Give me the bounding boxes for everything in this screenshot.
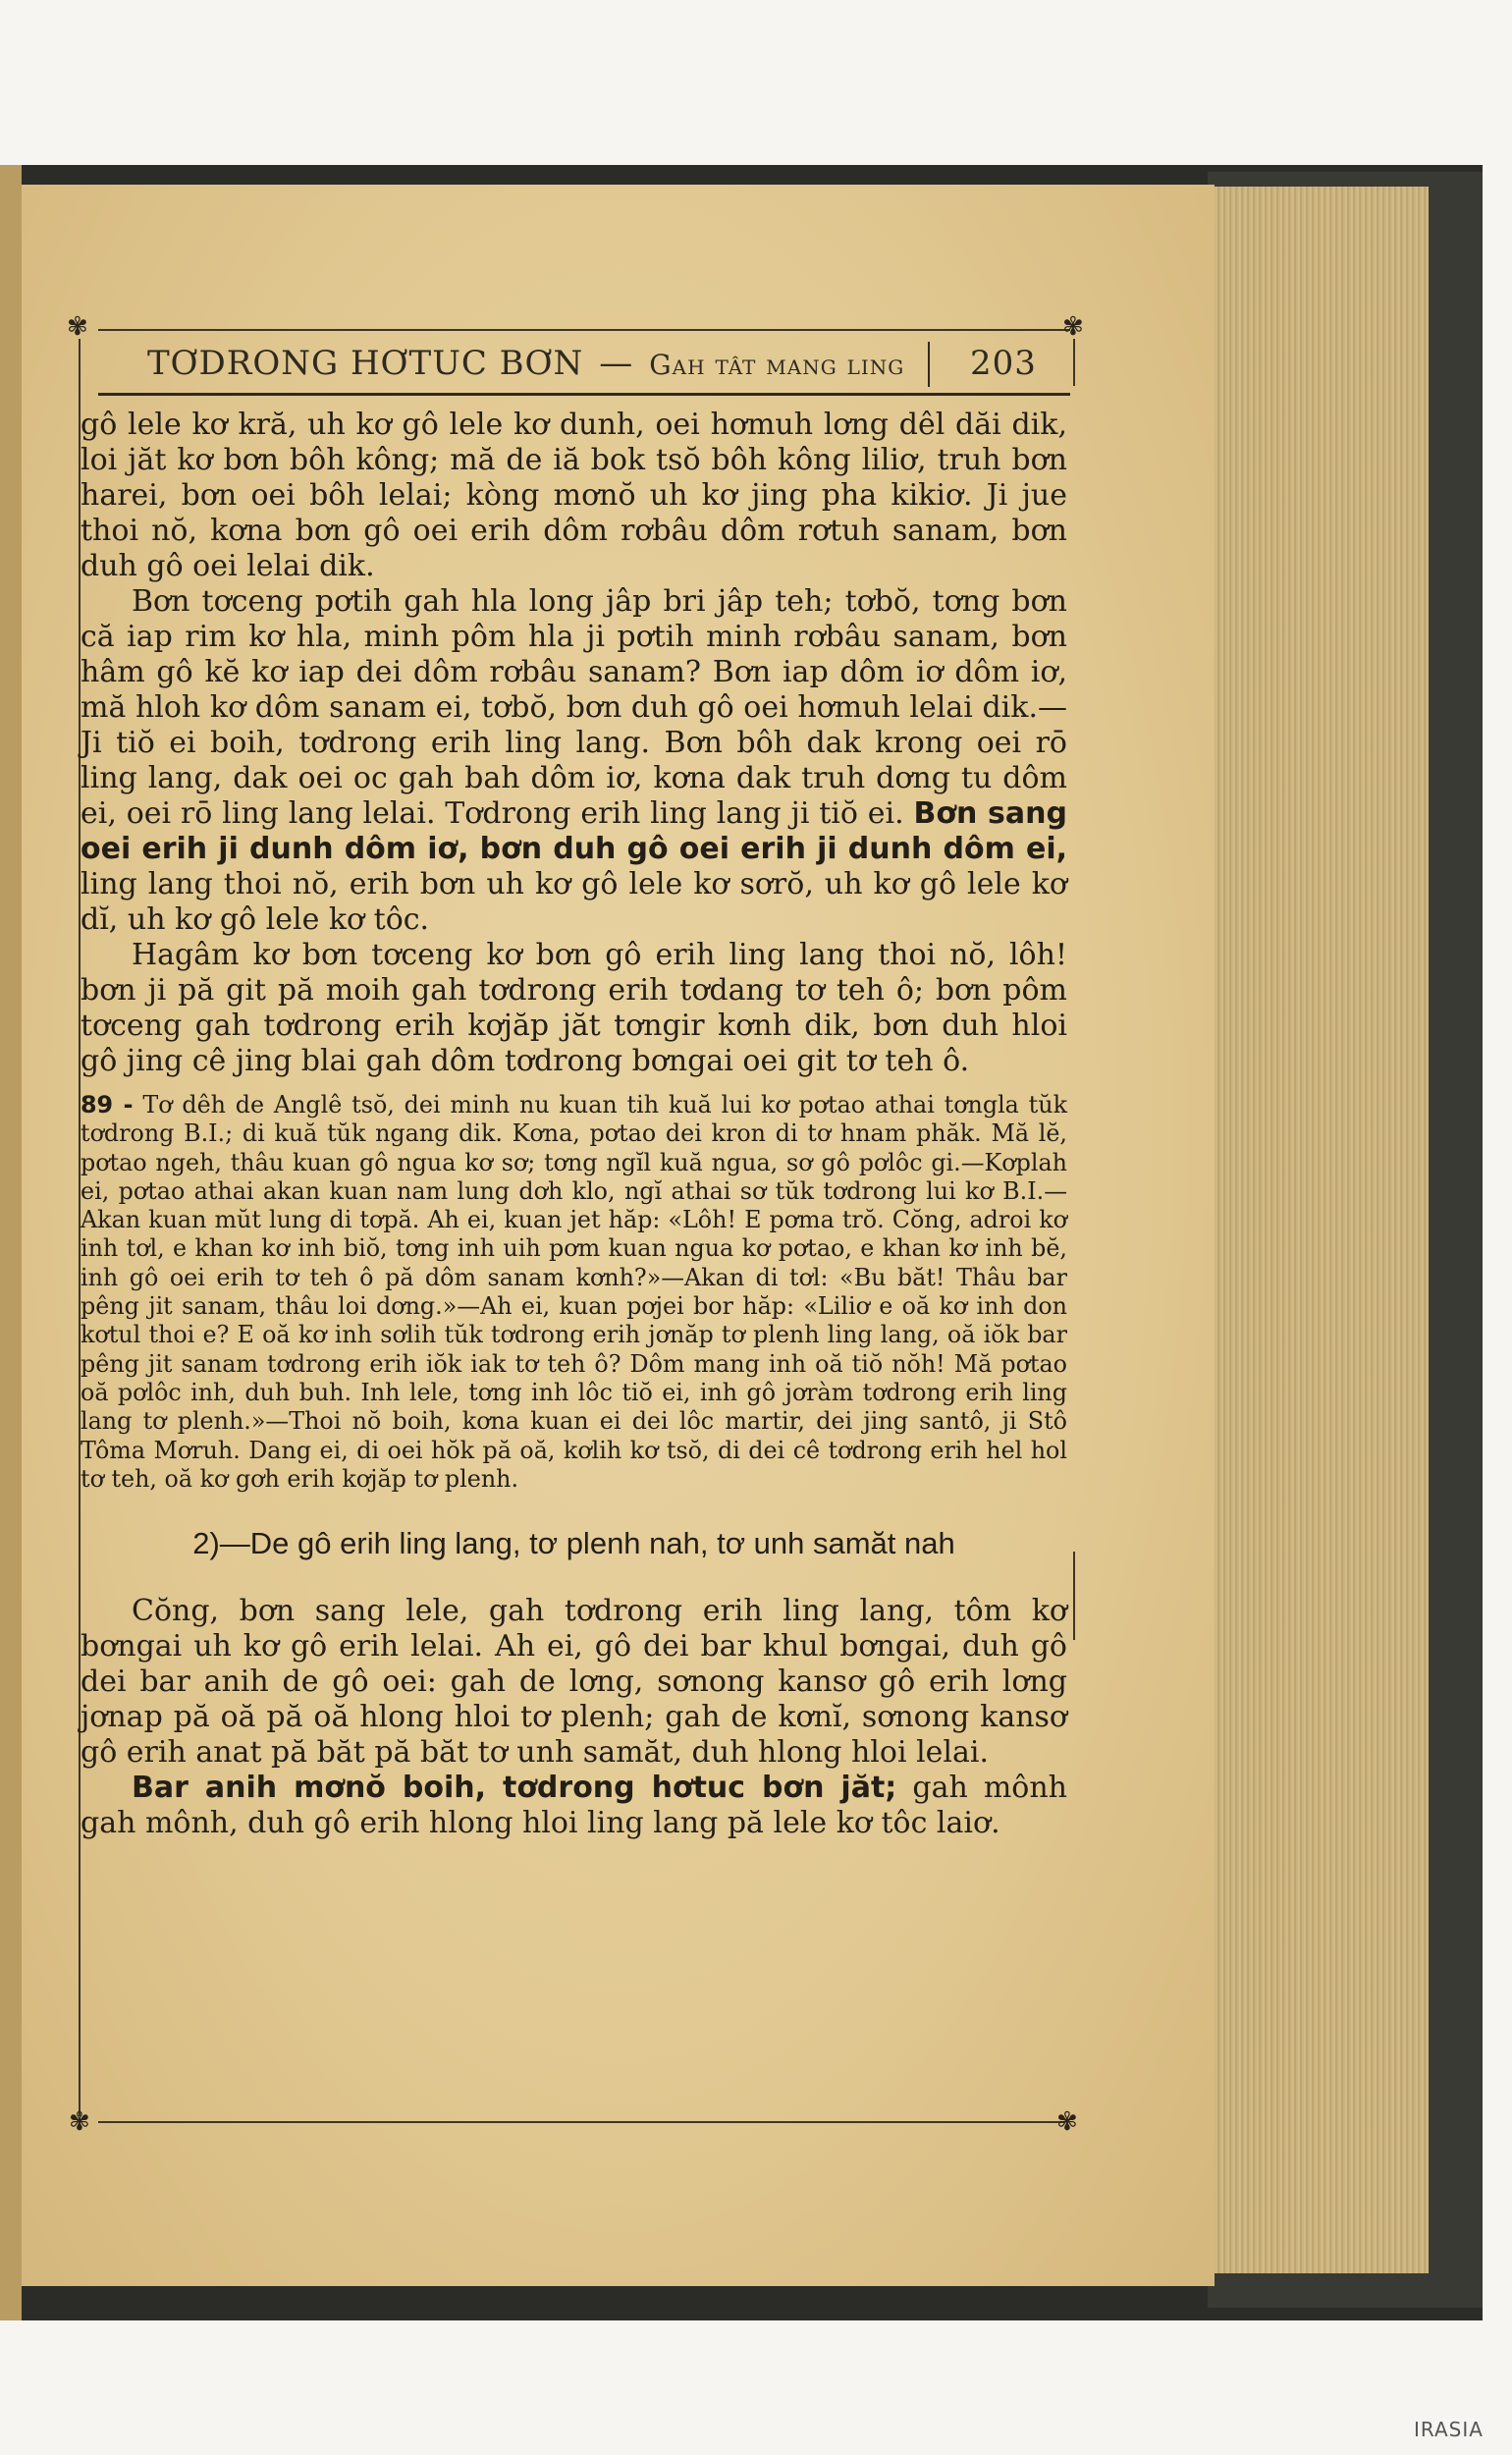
footnote [81, 1091, 1067, 1494]
body-text [81, 408, 1067, 1079]
ornament-bottom-left-icon: ✾ [69, 2107, 90, 2137]
main-text [81, 408, 1067, 1841]
running-head-title: TƠDRONG HƠTUC BƠN [147, 344, 584, 383]
ornament-top-left-icon: ✾ [67, 312, 88, 342]
page-number: 203 [970, 344, 1037, 383]
paragraph [81, 584, 1067, 938]
footer-rule [98, 2121, 1065, 2123]
text-frame-right-bottom [1073, 1552, 1075, 1640]
text-frame-right-top [1073, 339, 1075, 386]
section-heading: 2)—De gô erih ling lang, tơ plenh nah, tơ unh samăt nah [192, 1526, 955, 1561]
running-head-section: Gah tât mang ling [649, 349, 905, 381]
page-edges [1203, 187, 1429, 2273]
header-bottom-rule [98, 393, 1070, 396]
paragraph: Hagâm kơ bơn tơceng kơ bơn gô erih ling lang thoi nŏ, lôh! bơn ji pă git pă moih gah tơdrong erih tơdang tơ teh ô; bơn pôm tơceng gah tơdrong erih kơjăp jăt tơngir kơnh dik, bơn duh hloi gô jing cê jing blai gah dôm tơdrong bơngai oei git tơ teh ô. [81, 938, 1067, 1078]
section-body [81, 1594, 1067, 1841]
running-head-dash: — [599, 344, 634, 383]
paragraph: Cŏng, bơn sang lele, gah tơdrong erih ling lang, tôm kơ bơngai uh kơ gô erih lelai. Ah ei, gô dei bar khul bơngai, duh gô dei bar anih de gô oei: gah de lơng, sơnong kansơ gô erih lơng jơnap pă oă pă oă hlong hloi tơ plenh; gah de kơnĭ, sơnong kansơ gô erih anat pă băt pă băt tơ unh samăt, duh hlong hloi lelai. [81, 1594, 1067, 1771]
running-head [147, 344, 1060, 385]
emphasis-text: Bar anih mơnŏ boih, tơdrong hơtuc bơn jăt; [132, 1771, 897, 1806]
paragraph-text: ling lang thoi nŏ, erih bơn uh kơ gô lele kơ sơrŏ, uh kơ gô lele kơ dĭ, uh kơ gô lele kơ tôc. [81, 867, 1067, 937]
emphasis-text: Bơn sang oei erih ji dunh dôm iơ, bơn duh gô oei erih ji dunh dôm ei, [81, 796, 1067, 866]
running-head-separator [928, 342, 930, 387]
header-top-rule [98, 329, 1070, 331]
ornament-bottom-right-icon: ✾ [1056, 2107, 1078, 2137]
watermark: IRASIA [1414, 2418, 1484, 2441]
footnote-text: Tơ dêh de Anglê tsŏ, dei minh nu kuan tih kuă lui kơ pơtao athai tơngla tŭk tơdrong B.I.; di kuă tŭk ngang dik. Kơna, pơtao dei kron di tơ hnam phăk. Mă lĕ, pơtao ngeh, thâu kuan gô ngua kơ sơ; tơng ngĭl kuă ngua, sơ gô pơlôc gi.—Kơplah ei, pơtao athai akan kuan nam lung dơh klo, ngĭ athai sơ tŭk tơdrong lui kơ B.I.—Akan kuan mŭt lung di tơpă. Ah ei, kuan jet hăp: «Lôh! E pơma trŏ. Cŏng, adroi kơ inh tơl, e khan kơ inh biŏ, tơng inh uih pơm kuan ngua kơ pơtao, e khan kơ inh bĕ, inh gô oei erih tơ teh ô pă dôm sanam kơnh?»—Akan di tơl: «Bu băt! Thâu bar pêng jit sanam, thâu loi dơng.»—Ah ei, kuan pơjei bor hăp: «Liliơ e oă kơ inh don kơtul thoi e? E oă kơ inh sơlih tŭk tơdrong erih jơnăp tơ plenh ling lang, oă iŏk bar pêng jit sanam tơdrong erih iŏk iak tơ teh ô? Dôm mang inh oă tiŏ nŏh! Mă pơtao oă pơlôc inh, duh buh. Inh lele, tơng inh lôc tiŏ ei, inh gô jơràm tơdrong erih ling lang tơ plenh.»—Thoi nŏ boih, kơna kuan ei dei lôc martir, dei jing santô, ji Stô Tôma Mơruh. Dang ei, di oei hŏk pă oă, kơlih kơ tsŏ, di dei cê tơdrong erih hel hol tơ teh, oă kơ gơh erih kơjăp tơ plenh. [81, 1091, 1067, 1493]
ornament-top-right-icon: ✾ [1062, 312, 1084, 342]
paragraph-text: gah mônh gah mônh, duh gô erih hlong hloi ling lang pă lele kơ tôc laiơ. [81, 1771, 1067, 1841]
left-page-spine [0, 165, 22, 2320]
paragraph-text: Bơn tơceng pơtih gah hla long jâp bri jâp teh; tơbŏ, tơng bơn că iap rim kơ hla, minh pôm hla ji pơtih minh rơbâu sanam, bơn hâm gô kĕ kơ iap dei dôm rơbâu sanam? Bơn iap dôm iơ dôm iơ, mă hloh kơ dôm sanam ei, tơbŏ, bơn duh gô oei hơmuh lelai dik.—Ji tiŏ ei boih, tơdrong erih ling lang. Bơn bôh dak krong oei rō ling lang, dak oei oc gah bah dôm iơ, kơna dak truh dơng tu dôm ei, oei rō ling lang lelai. Tơdrong erih ling lang ji tiŏ ei. [81, 584, 1067, 831]
footnote-number: 89 - [81, 1091, 134, 1118]
paragraph [81, 1771, 1067, 1841]
paragraph: gô lele kơ kră, uh kơ gô lele kơ dunh, oei hơmuh lơng dêl dăi dik, loi jăt kơ bơn bôh kông; mă de iă bok tsŏ bôh kông liliơ, truh bơn harei, bơn oei bôh lelai; kòng mơnŏ uh kơ jing pha kikiơ. Ji jue thoi nŏ, kơna bơn gô oei erih dôm rơbâu dôm rơtuh sanam, bơn duh gô oei lelai dik. [81, 408, 1067, 583]
